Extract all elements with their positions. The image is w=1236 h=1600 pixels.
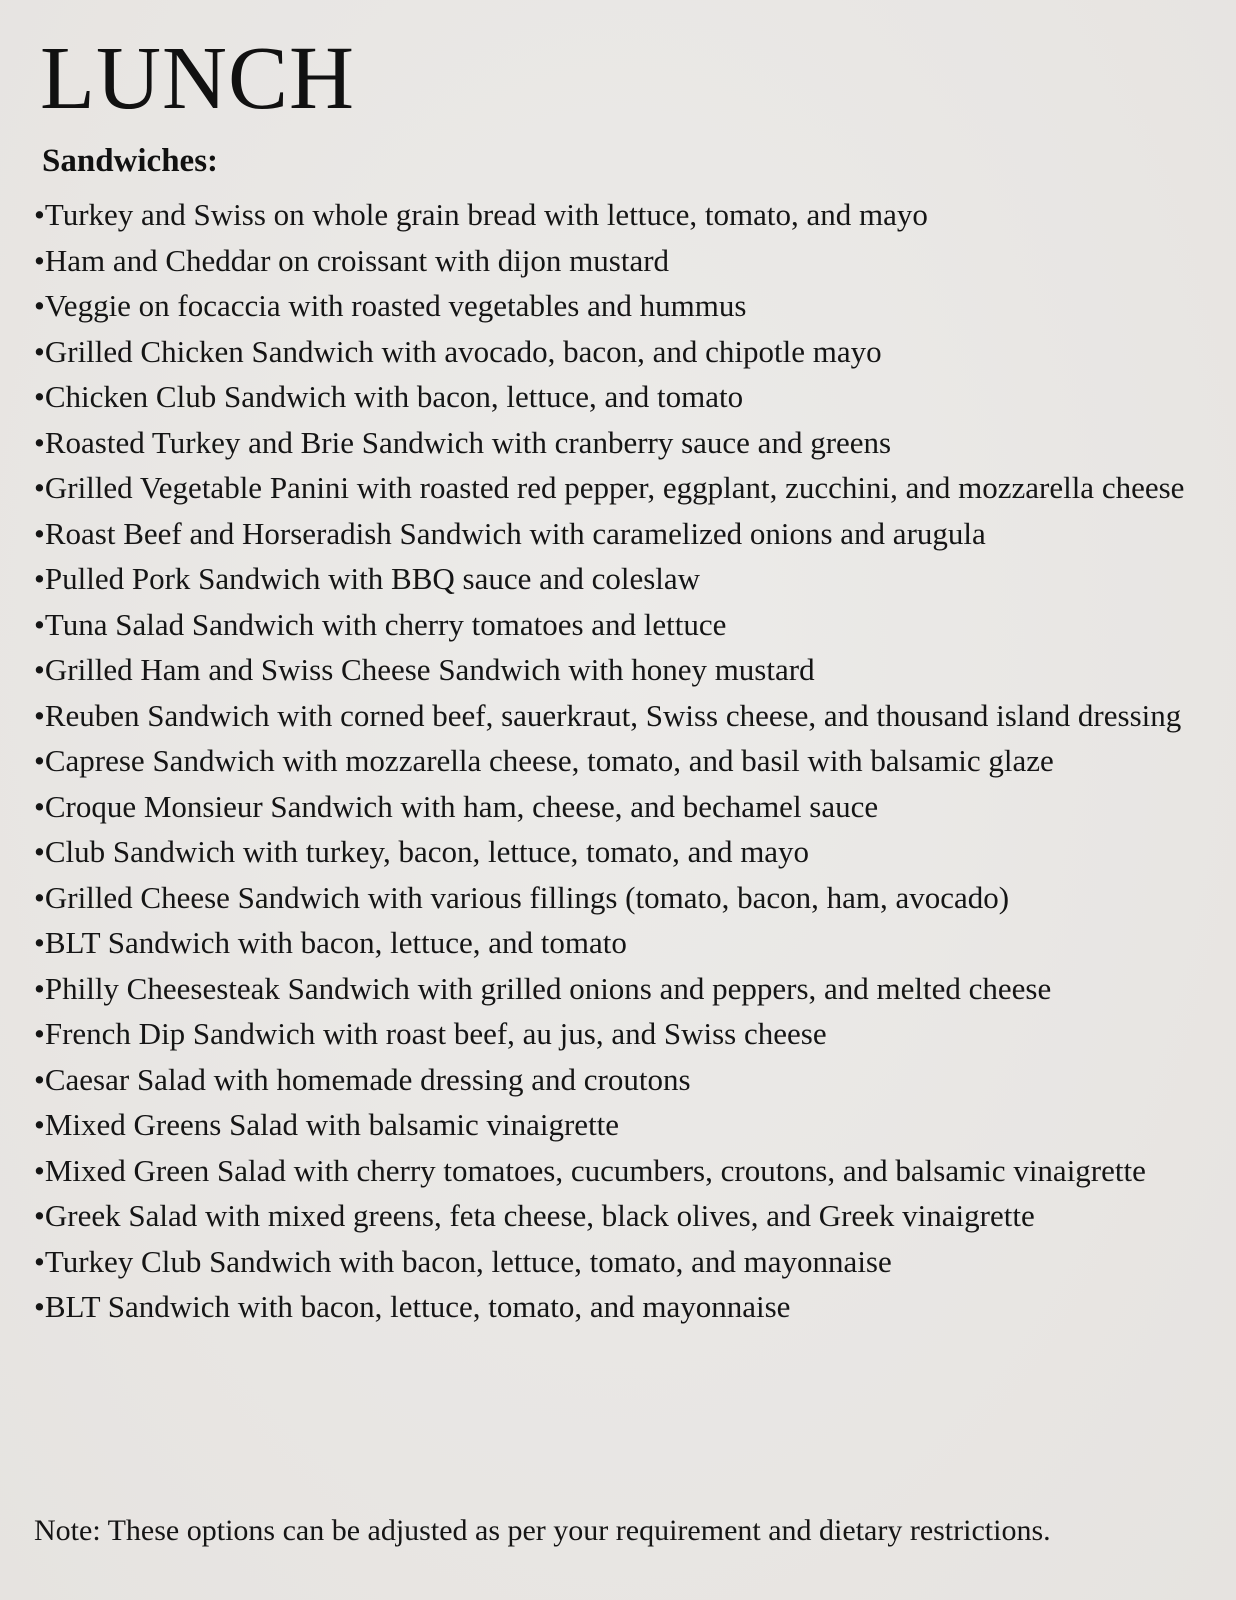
menu-item: •Veggie on focaccia with roasted vegetables and hummus <box>34 288 747 323</box>
menu-item: •Tuna Salad Sandwich with cherry tomatoes and lettuce <box>34 606 727 642</box>
menu-item-list <box>34 192 1214 1330</box>
page-title: LUNCH <box>40 29 355 128</box>
menu-item: •BLT Sandwich with bacon, lettuce, tomato, and mayonnaise <box>34 1289 791 1324</box>
menu-item: •Grilled Cheese Sandwich with various fillings (tomato, bacon, ham, avocado) <box>34 879 1010 915</box>
menu-item: •Grilled Chicken Sandwich with avocado, bacon, and chipotle mayo <box>34 333 882 369</box>
menu-item: •Mixed Green Salad with cherry tomatoes, cucumbers, croutons, and balsamic vinaigrette <box>34 1152 1146 1188</box>
menu-item: •French Dip Sandwich with roast beef, au jus, and Swiss cheese <box>34 1016 827 1051</box>
menu-item: •Roasted Turkey and Brie Sandwich with cranberry sauce and greens <box>34 424 892 460</box>
section-heading: Sandwiches: <box>42 143 219 179</box>
menu-item: •Ham and Cheddar on croissant with dijon mustard <box>34 242 670 278</box>
menu-item: •Grilled Ham and Swiss Cheese Sandwich with honey mustard <box>34 652 815 687</box>
menu-item: •Pulled Pork Sandwich with BBQ sauce and coleslaw <box>34 561 701 596</box>
menu-item: •Caprese Sandwich with mozzarella cheese, tomato, and basil with balsamic glaze <box>34 743 1054 778</box>
menu-item: •Philly Cheesesteak Sandwich with grilled onions and peppers, and melted cheese <box>34 970 1052 1006</box>
menu-item: •Caesar Salad with homemade dressing and croutons <box>34 1061 691 1097</box>
menu-item: •Croque Monsieur Sandwich with ham, cheese, and bechamel sauce <box>34 788 879 824</box>
menu-item: •Roast Beef and Horseradish Sandwich with caramelized onions and arugula <box>34 515 986 551</box>
menu-item: •Reuben Sandwich with corned beef, sauerkraut, Swiss cheese, and thousand island dressing <box>34 697 1182 733</box>
menu-item: •Turkey and Swiss on whole grain bread with lettuce, tomato, and mayo <box>34 197 928 232</box>
menu-item: •Turkey Club Sandwich with bacon, lettuce, tomato, and mayonnaise <box>34 1243 892 1279</box>
menu-item: •Chicken Club Sandwich with bacon, lettuce, and tomato <box>34 379 744 414</box>
menu-item: •Grilled Vegetable Panini with roasted red pepper, eggplant, zucchini, and mozzarella cheese <box>34 470 1185 505</box>
menu-item: •Club Sandwich with turkey, bacon, lettuce, tomato, and mayo <box>34 834 810 869</box>
menu-item: •Mixed Greens Salad with balsamic vinaigrette <box>34 1107 620 1142</box>
menu-item: •Greek Salad with mixed greens, feta cheese, black olives, and Greek vinaigrette <box>34 1198 1035 1233</box>
menu-item: •BLT Sandwich with bacon, lettuce, and tomato <box>34 925 627 960</box>
footer-note: Note: These options can be adjusted as per your requirement and dietary restrictions. <box>34 1514 1051 1547</box>
